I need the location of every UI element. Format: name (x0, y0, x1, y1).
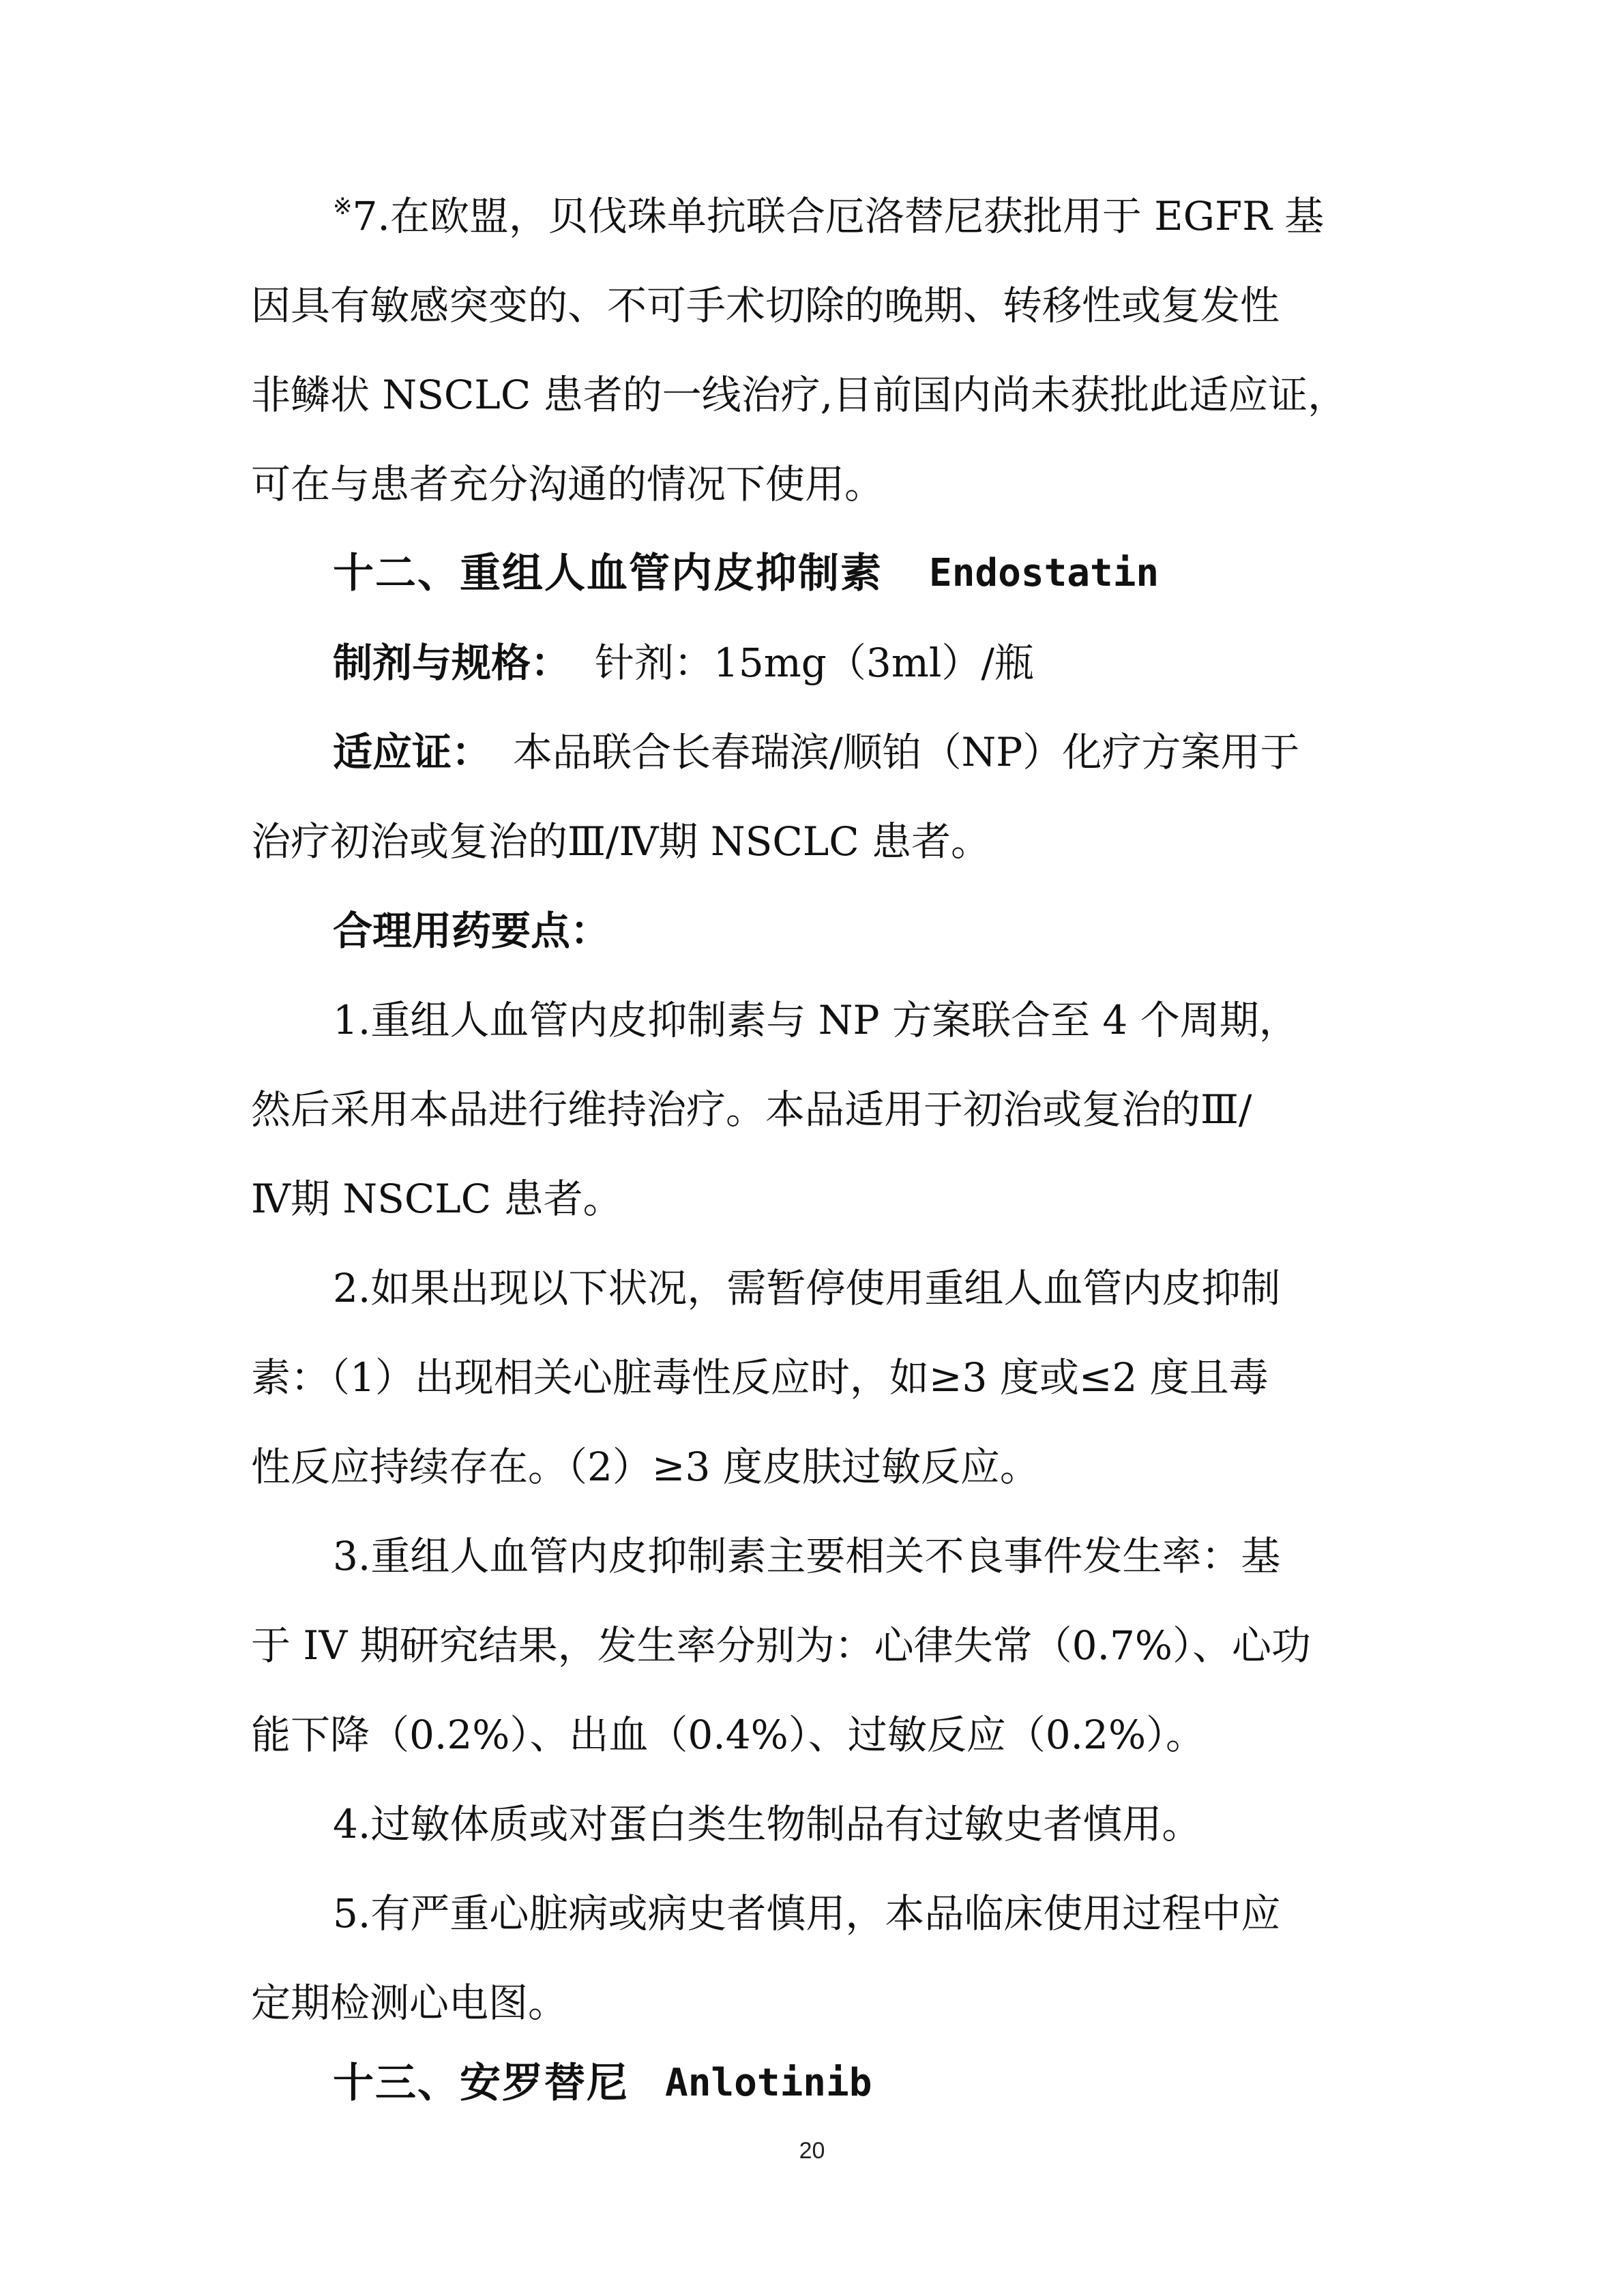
para-7-line-2: 因具有敏感突变的、不可手术切除的晚期、转移性或复发性 (251, 282, 1280, 329)
section-12-title-cn: 十二、重组人血管内皮抑制素 (333, 550, 883, 597)
para-7-line-4: 可在与患者充分沟通的情况下使用。 (251, 461, 885, 507)
point-1-line-2: 然后采用本品进行维持治疗。本品适用于初治或复治的Ⅲ/ (251, 1086, 1252, 1133)
spec-value: 针剂：15mg（3ml）/瓶 (595, 640, 1034, 686)
indication-line (0, 715, 1624, 790)
section-13-heading (0, 2046, 1624, 2121)
section-13-title-cn: 十三、安罗替尼 (333, 2059, 629, 2107)
key-points-heading (0, 893, 1624, 968)
spec-line (0, 625, 1624, 700)
spec-label: 制剂与规格： (333, 640, 571, 686)
reference-mark: ※ (333, 193, 353, 220)
point-1-line-3: Ⅳ期 NSCLC 患者。 (251, 1176, 623, 1222)
section-12-title-en: Endostatin (929, 551, 1160, 595)
point-5-line-2: 定期检测心电图。 (251, 1980, 568, 2026)
point-5-line-1: 5.有严重心脏病或病史者慎用，本品临床使用过程中应 (333, 1890, 1281, 1937)
section-13-title-en: Anlotinib (665, 2061, 872, 2105)
indication-label: 适应证： (333, 729, 492, 775)
page-number: 20 (799, 2138, 825, 2164)
indication-value: 本品联合长春瑞滨/顺铂（NP）化疗方案用于 (513, 729, 1300, 775)
para-7-line-3: 非鳞状 NSCLC 患者的一线治疗,目前国内尚未获批此适应证， (251, 372, 1348, 418)
point-2-line-1: 2.如果出现以下状况，需暂停使用重组人血管内皮抑制 (333, 1265, 1281, 1311)
point-4-line-1: 4.过敏体质或对蛋白类生物制品有过敏史者慎用。 (333, 1801, 1202, 1847)
point-2-line-2: 素：（1）出现相关心脏毒性反应时，如≥3 度或≤2 度且毒 (251, 1354, 1269, 1401)
point-1-line-1: 1.重组人血管内皮抑制素与 NP 方案联合至 4 个周期， (333, 997, 1299, 1043)
para-7-text-1: 7.在欧盟，贝伐珠单抗联合厄洛替尼获批用于 EGFR 基 (352, 193, 1325, 239)
point-3-line-1: 3.重组人血管内皮抑制素主要相关不良事件发生率：基 (333, 1533, 1281, 1579)
indication-line-2: 治疗初治或复治的Ⅲ/Ⅳ期 NSCLC 患者。 (251, 818, 991, 865)
para-7-line-1 (0, 179, 1624, 254)
section-12-heading (0, 536, 1624, 611)
key-points-label: 合理用药要点： (333, 908, 610, 954)
point-2-line-3: 性反应持续存在。（2）≥3 度皮肤过敏反应。 (251, 1444, 1039, 1490)
point-3-line-2: 于 IV 期研究结果，发生率分别为：心律失常（0.7%）、心功 (251, 1622, 1312, 1669)
point-3-line-3: 能下降（0.2%）、出血（0.4%）、过敏反应（0.2%）。 (251, 1712, 1206, 1758)
